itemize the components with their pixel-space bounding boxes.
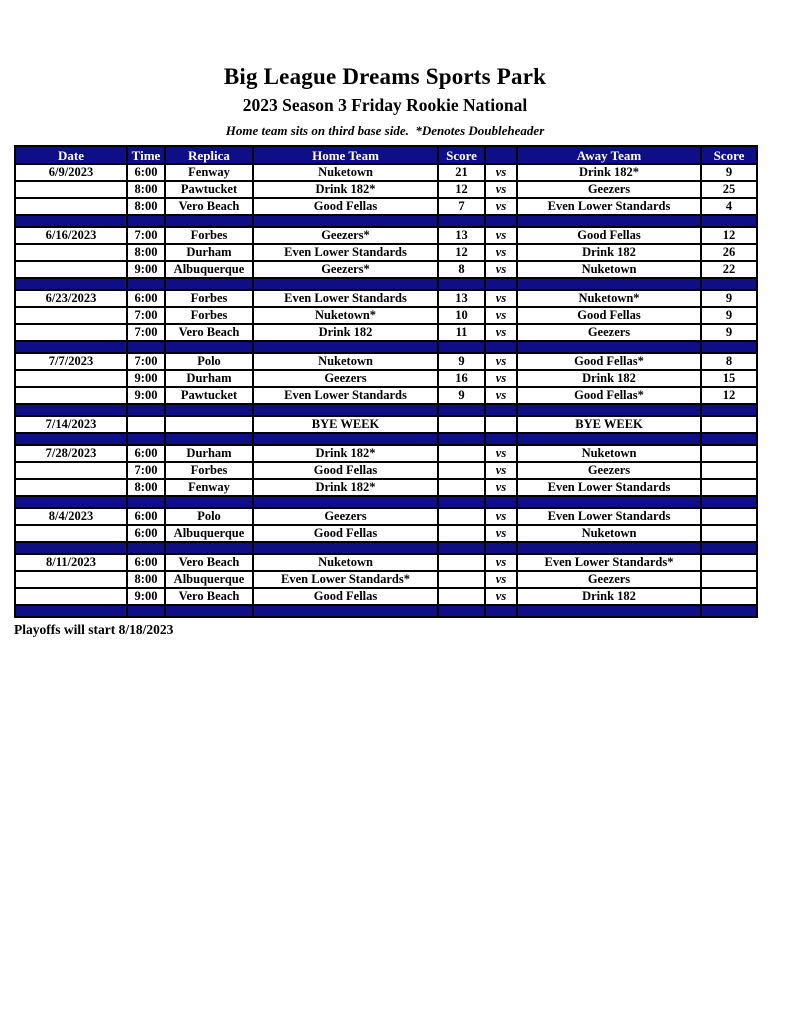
game-row [15, 554, 757, 571]
away-score-cell: 12 [701, 387, 757, 404]
separator-row [15, 496, 757, 508]
time-cell: 7:00 [127, 307, 165, 324]
game-row [15, 164, 757, 181]
away-score-cell: 22 [701, 261, 757, 278]
vs-cell: vs [485, 198, 517, 215]
date-cell [15, 181, 127, 198]
away-team-cell: Even Lower Standards* [517, 554, 701, 571]
home-team-cell: Drink 182* [253, 181, 438, 198]
separator-cell [253, 215, 438, 227]
vs-cell: vs [485, 261, 517, 278]
separator-cell [485, 496, 517, 508]
time-cell: 6:00 [127, 290, 165, 307]
separator-cell [438, 605, 485, 617]
game-row [15, 462, 757, 479]
vs-cell [485, 416, 517, 433]
vs-cell: vs [485, 554, 517, 571]
separator-cell [701, 341, 757, 353]
home-team-cell: BYE WEEK [253, 416, 438, 433]
game-row [15, 198, 757, 215]
game-row [15, 353, 757, 370]
game-row [15, 227, 757, 244]
date-cell: 6/23/2023 [15, 290, 127, 307]
replica-cell: Albuquerque [165, 261, 253, 278]
time-cell: 6:00 [127, 445, 165, 462]
separator-cell [701, 278, 757, 290]
separator-cell [438, 542, 485, 554]
date-cell [15, 387, 127, 404]
vs-cell: vs [485, 227, 517, 244]
replica-cell: Polo [165, 353, 253, 370]
home-team-cell: Geezers* [253, 261, 438, 278]
separator-cell [517, 215, 701, 227]
bye-row [15, 416, 757, 433]
home-score-cell: 12 [438, 181, 485, 198]
away-team-cell: Drink 182 [517, 370, 701, 387]
separator-cell [15, 542, 127, 554]
separator-cell [127, 605, 165, 617]
separator-row [15, 341, 757, 353]
replica-cell: Forbes [165, 227, 253, 244]
time-cell: 6:00 [127, 508, 165, 525]
col-header-date: Date [15, 146, 127, 164]
separator-cell [253, 433, 438, 445]
separator-cell [438, 341, 485, 353]
away-score-cell: 26 [701, 244, 757, 261]
replica-cell: Polo [165, 508, 253, 525]
away-score-cell [701, 462, 757, 479]
home-team-cell: Geezers [253, 508, 438, 525]
home-score-cell [438, 445, 485, 462]
separator-row [15, 605, 757, 617]
home-score-cell: 8 [438, 261, 485, 278]
playoffs-note: Playoffs will start 8/18/2023 [14, 622, 174, 637]
time-cell: 9:00 [127, 588, 165, 605]
away-team-cell: Drink 182 [517, 244, 701, 261]
home-score-cell [438, 588, 485, 605]
away-score-cell: 8 [701, 353, 757, 370]
header-block [14, 0, 756, 139]
separator-cell [15, 605, 127, 617]
time-cell: 6:00 [127, 554, 165, 571]
replica-cell: Albuquerque [165, 571, 253, 588]
replica-cell: Vero Beach [165, 588, 253, 605]
separator-cell [127, 433, 165, 445]
separator-cell [701, 496, 757, 508]
vs-cell: vs [485, 290, 517, 307]
vs-cell: vs [485, 445, 517, 462]
home-score-cell: 10 [438, 307, 485, 324]
separator-cell [517, 341, 701, 353]
separator-cell [165, 341, 253, 353]
away-team-cell: Drink 182* [517, 164, 701, 181]
replica-cell: Forbes [165, 290, 253, 307]
away-score-cell: 9 [701, 164, 757, 181]
separator-cell [15, 496, 127, 508]
separator-cell [517, 404, 701, 416]
separator-cell [165, 278, 253, 290]
col-header-score-away: Score [701, 146, 757, 164]
away-score-cell [701, 508, 757, 525]
date-cell: 8/11/2023 [15, 554, 127, 571]
separator-cell [517, 433, 701, 445]
separator-row [15, 542, 757, 554]
home-score-cell: 13 [438, 290, 485, 307]
home-score-cell [438, 462, 485, 479]
away-score-cell: 9 [701, 290, 757, 307]
away-team-cell: Even Lower Standards [517, 508, 701, 525]
separator-cell [15, 215, 127, 227]
replica-cell: Durham [165, 445, 253, 462]
time-cell: 9:00 [127, 261, 165, 278]
date-cell: 7/28/2023 [15, 445, 127, 462]
home-team-cell: Nuketown [253, 554, 438, 571]
separator-cell [15, 404, 127, 416]
separator-cell [701, 215, 757, 227]
separator-cell [165, 215, 253, 227]
vs-cell: vs [485, 164, 517, 181]
date-cell [15, 198, 127, 215]
time-cell: 8:00 [127, 181, 165, 198]
time-cell: 7:00 [127, 462, 165, 479]
separator-cell [517, 542, 701, 554]
home-score-cell [438, 571, 485, 588]
home-team-cell: Even Lower Standards [253, 387, 438, 404]
separator-cell [253, 404, 438, 416]
separator-cell [485, 278, 517, 290]
away-team-cell: Good Fellas* [517, 387, 701, 404]
away-team-cell: Geezers [517, 462, 701, 479]
separator-cell [438, 215, 485, 227]
game-row [15, 290, 757, 307]
away-score-cell: 9 [701, 324, 757, 341]
time-cell: 7:00 [127, 227, 165, 244]
away-team-cell: Geezers [517, 181, 701, 198]
replica-cell: Durham [165, 244, 253, 261]
separator-cell [438, 496, 485, 508]
home-score-cell [438, 525, 485, 542]
separator-cell [485, 542, 517, 554]
separator-cell [165, 404, 253, 416]
away-team-cell: Good Fellas [517, 227, 701, 244]
replica-cell: Forbes [165, 307, 253, 324]
away-score-cell [701, 445, 757, 462]
separator-cell [127, 341, 165, 353]
home-score-cell: 16 [438, 370, 485, 387]
game-row [15, 307, 757, 324]
replica-cell: Durham [165, 370, 253, 387]
time-cell: 7:00 [127, 353, 165, 370]
time-cell [127, 416, 165, 433]
vs-cell: vs [485, 181, 517, 198]
time-cell: 7:00 [127, 324, 165, 341]
time-cell: 9:00 [127, 387, 165, 404]
away-team-cell: Geezers [517, 571, 701, 588]
date-cell [15, 324, 127, 341]
date-cell [15, 370, 127, 387]
replica-cell: Forbes [165, 462, 253, 479]
vs-cell: vs [485, 387, 517, 404]
home-team-cell: Good Fellas [253, 198, 438, 215]
date-cell [15, 261, 127, 278]
date-cell [15, 244, 127, 261]
away-score-cell [701, 416, 757, 433]
home-team-cell: Good Fellas [253, 462, 438, 479]
date-cell: 7/7/2023 [15, 353, 127, 370]
separator-cell [127, 404, 165, 416]
vs-cell: vs [485, 462, 517, 479]
time-cell: 8:00 [127, 198, 165, 215]
separator-cell [485, 404, 517, 416]
replica-cell [165, 416, 253, 433]
schedule-table [14, 145, 758, 618]
separator-cell [485, 433, 517, 445]
home-score-cell [438, 554, 485, 571]
away-score-cell [701, 525, 757, 542]
away-score-cell: 9 [701, 307, 757, 324]
home-team-cell: Drink 182* [253, 445, 438, 462]
game-row [15, 324, 757, 341]
replica-cell: Albuquerque [165, 525, 253, 542]
away-score-cell: 12 [701, 227, 757, 244]
replica-cell: Vero Beach [165, 324, 253, 341]
replica-cell: Vero Beach [165, 554, 253, 571]
separator-cell [438, 278, 485, 290]
away-score-cell [701, 479, 757, 496]
col-header-replica: Replica [165, 146, 253, 164]
home-team-cell: Nuketown [253, 353, 438, 370]
time-cell: 9:00 [127, 370, 165, 387]
away-score-cell [701, 588, 757, 605]
vs-cell: vs [485, 571, 517, 588]
game-row [15, 525, 757, 542]
page-subtitle: 2023 Season 3 Friday Rookie National [242, 95, 528, 115]
vs-cell: vs [485, 353, 517, 370]
separator-cell [165, 433, 253, 445]
date-cell [15, 462, 127, 479]
home-score-cell: 11 [438, 324, 485, 341]
separator-cell [438, 404, 485, 416]
home-team-cell: Even Lower Standards* [253, 571, 438, 588]
replica-cell: Vero Beach [165, 198, 253, 215]
home-team-cell: Good Fellas [253, 588, 438, 605]
away-team-cell: Even Lower Standards [517, 198, 701, 215]
page-title: Big League Dreams Sports Park [223, 64, 547, 89]
vs-cell: vs [485, 244, 517, 261]
away-score-cell: 15 [701, 370, 757, 387]
separator-cell [127, 215, 165, 227]
vs-cell: vs [485, 307, 517, 324]
away-score-cell: 25 [701, 181, 757, 198]
separator-cell [517, 496, 701, 508]
date-cell [15, 571, 127, 588]
table-header-row [15, 146, 757, 164]
game-row [15, 244, 757, 261]
home-team-cell: Nuketown* [253, 307, 438, 324]
home-team-cell: Drink 182* [253, 479, 438, 496]
game-row [15, 370, 757, 387]
home-score-cell: 9 [438, 353, 485, 370]
home-score-cell [438, 416, 485, 433]
separator-cell [701, 605, 757, 617]
away-team-cell: Nuketown [517, 261, 701, 278]
away-team-cell: Nuketown [517, 445, 701, 462]
game-row [15, 445, 757, 462]
separator-cell [165, 605, 253, 617]
home-team-cell: Geezers* [253, 227, 438, 244]
time-cell: 8:00 [127, 244, 165, 261]
home-team-cell: Good Fellas [253, 525, 438, 542]
col-header-home-team: Home Team [253, 146, 438, 164]
separator-cell [253, 542, 438, 554]
away-team-cell: Good Fellas [517, 307, 701, 324]
away-score-cell [701, 571, 757, 588]
col-header-vs [485, 146, 517, 164]
date-cell: 8/4/2023 [15, 508, 127, 525]
away-score-cell [701, 554, 757, 571]
separator-cell [253, 278, 438, 290]
separator-cell [517, 278, 701, 290]
vs-cell: vs [485, 525, 517, 542]
away-score-cell: 4 [701, 198, 757, 215]
replica-cell: Pawtucket [165, 387, 253, 404]
date-cell: 6/9/2023 [15, 164, 127, 181]
separator-cell [165, 496, 253, 508]
separator-cell [15, 341, 127, 353]
game-row [15, 387, 757, 404]
away-team-cell: Good Fellas* [517, 353, 701, 370]
time-cell: 6:00 [127, 525, 165, 542]
home-score-cell: 9 [438, 387, 485, 404]
separator-row [15, 404, 757, 416]
date-cell: 7/14/2023 [15, 416, 127, 433]
separator-cell [253, 496, 438, 508]
game-row [15, 508, 757, 525]
col-header-score-home: Score [438, 146, 485, 164]
game-row [15, 571, 757, 588]
home-score-cell: 21 [438, 164, 485, 181]
game-row [15, 181, 757, 198]
separator-cell [701, 433, 757, 445]
separator-cell [701, 404, 757, 416]
home-score-cell [438, 508, 485, 525]
replica-cell: Pawtucket [165, 181, 253, 198]
away-team-cell: Nuketown [517, 525, 701, 542]
col-header-time: Time [127, 146, 165, 164]
date-cell [15, 588, 127, 605]
date-cell: 6/16/2023 [15, 227, 127, 244]
away-team-cell: Nuketown* [517, 290, 701, 307]
separator-cell [485, 605, 517, 617]
home-team-cell: Nuketown [253, 164, 438, 181]
separator-cell [253, 605, 438, 617]
separator-cell [15, 278, 127, 290]
vs-cell: vs [485, 508, 517, 525]
col-header-away-team: Away Team [517, 146, 701, 164]
home-score-cell: 13 [438, 227, 485, 244]
separator-cell [517, 605, 701, 617]
vs-cell: vs [485, 324, 517, 341]
home-team-cell: Geezers [253, 370, 438, 387]
separator-cell [253, 341, 438, 353]
separator-cell [485, 341, 517, 353]
home-team-cell: Even Lower Standards [253, 244, 438, 261]
separator-cell [127, 542, 165, 554]
vs-cell: vs [485, 479, 517, 496]
time-cell: 8:00 [127, 571, 165, 588]
away-team-cell: Drink 182 [517, 588, 701, 605]
vs-cell: vs [485, 370, 517, 387]
separator-cell [15, 433, 127, 445]
game-row [15, 588, 757, 605]
separator-row [15, 278, 757, 290]
away-team-cell: Geezers [517, 324, 701, 341]
away-team-cell: BYE WEEK [517, 416, 701, 433]
replica-cell: Fenway [165, 479, 253, 496]
replica-cell: Fenway [165, 164, 253, 181]
separator-cell [485, 215, 517, 227]
away-team-cell: Even Lower Standards [517, 479, 701, 496]
home-score-cell: 7 [438, 198, 485, 215]
home-team-cell: Even Lower Standards [253, 290, 438, 307]
home-score-cell [438, 479, 485, 496]
time-cell: 6:00 [127, 164, 165, 181]
game-row [15, 479, 757, 496]
separator-cell [438, 433, 485, 445]
time-cell: 8:00 [127, 479, 165, 496]
home-score-cell: 12 [438, 244, 485, 261]
home-team-cell: Drink 182 [253, 324, 438, 341]
separator-cell [127, 278, 165, 290]
separator-row [15, 433, 757, 445]
vs-cell: vs [485, 588, 517, 605]
separator-cell [165, 542, 253, 554]
date-cell [15, 307, 127, 324]
date-cell [15, 479, 127, 496]
page-note: Home team sits on third base side. *Denotes Doubleheader [225, 123, 545, 138]
separator-row [15, 215, 757, 227]
separator-cell [127, 496, 165, 508]
separator-cell [701, 542, 757, 554]
game-row [15, 261, 757, 278]
date-cell [15, 525, 127, 542]
